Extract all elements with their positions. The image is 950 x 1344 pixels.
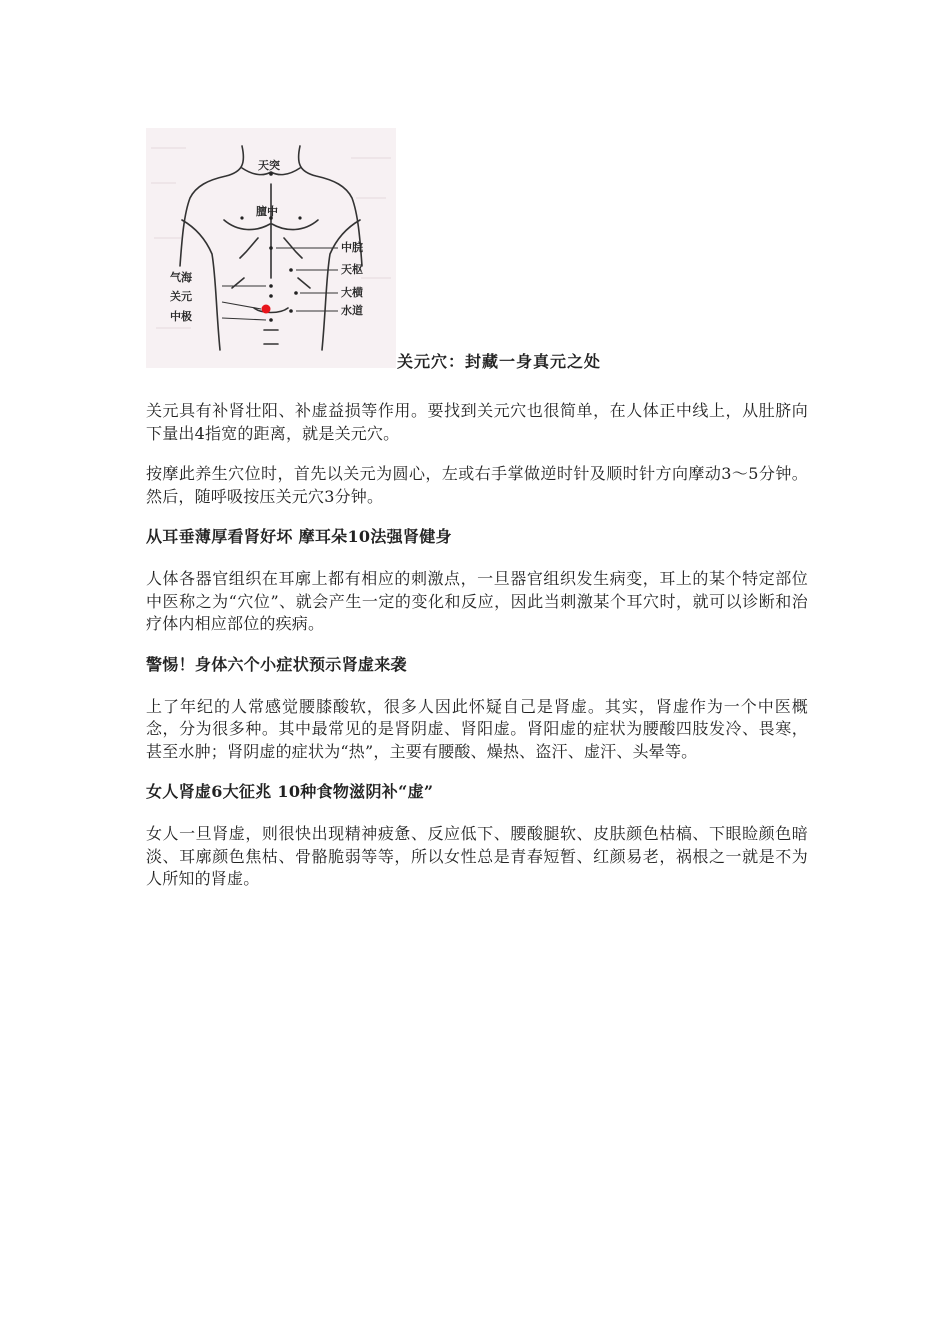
paragraph-women-signs: 女人一旦肾虚，则很快出现精神疲惫、反应低下、腰酸腿软、皮肤颜色枯槁、下眼睑颜色暗淡、耳廓颜色焦枯、骨骼脆弱等等，所以女性总是青春短暂、红颜易老，祸根之一就是不为人所知的肾虚。	[146, 824, 808, 888]
paragraph-ear-points: 人体各器官组织在耳廓上都有相应的刺激点，一旦器官组织发生病变，耳上的某个特定部位中医称之为“穴位”、就会产生一定的变化和反应，因此当刺激某个耳穴时，就可以诊断和治疗体内相应部位的疾病。	[146, 569, 808, 633]
guanyuan-point-marker	[262, 305, 271, 314]
label-guanyuan: 关元	[170, 290, 192, 303]
label-shuidao: 水道	[341, 304, 363, 317]
label-zhongwan: 中脘	[341, 241, 363, 254]
figure-caption: 关元穴：封藏一身真元之处	[397, 352, 602, 371]
label-daheng: 大横	[341, 286, 363, 299]
label-qihai: 气海	[170, 271, 192, 284]
paragraph-massage-method: 按摩此养生穴位时，首先以关元为圆心，左或右手掌做逆时针及顺时针方向摩动3～5分钟。然后，随呼吸按压关元穴3分钟。	[146, 464, 808, 506]
label-zhongji: 中极	[170, 310, 192, 323]
article-body	[146, 400, 808, 909]
paragraph-guanyuan-effect: 关元具有补肾壮阳、补虚益损等作用。要找到关元穴也很简单，在人体正中线上，从肚脐向下量出4指宽的距离，就是关元穴。	[146, 401, 808, 443]
heading-earlobe: 从耳垂薄厚看肾好坏 摩耳朵10法强肾健身	[146, 527, 452, 546]
heading-women-kidney: 女人肾虚6大征兆 10种食物滋阴补“虚”	[146, 782, 434, 801]
paragraph-kidney-deficiency: 上了年纪的人常感觉腰膝酸软，很多人因此怀疑自己是肾虚。其实，肾虚作为一个中医概念，分为很多种。其中最常见的是肾阴虚、肾阳虚。肾阳虚的症状为腰酸四肢发冷、畏寒，甚至水肿；肾阴虚的症状为“热”，主要有腰酸、燥热、盗汗、虚汗、头晕等。	[146, 696, 808, 761]
label-tiantu: 天突	[258, 159, 280, 172]
acupoint-diagram	[146, 128, 396, 368]
label-tianshu: 天枢	[341, 263, 363, 276]
label-danzhong: 膻中	[256, 205, 278, 218]
heading-six-symptoms: 警惕！身体六个小症状预示肾虚来袭	[146, 654, 407, 674]
